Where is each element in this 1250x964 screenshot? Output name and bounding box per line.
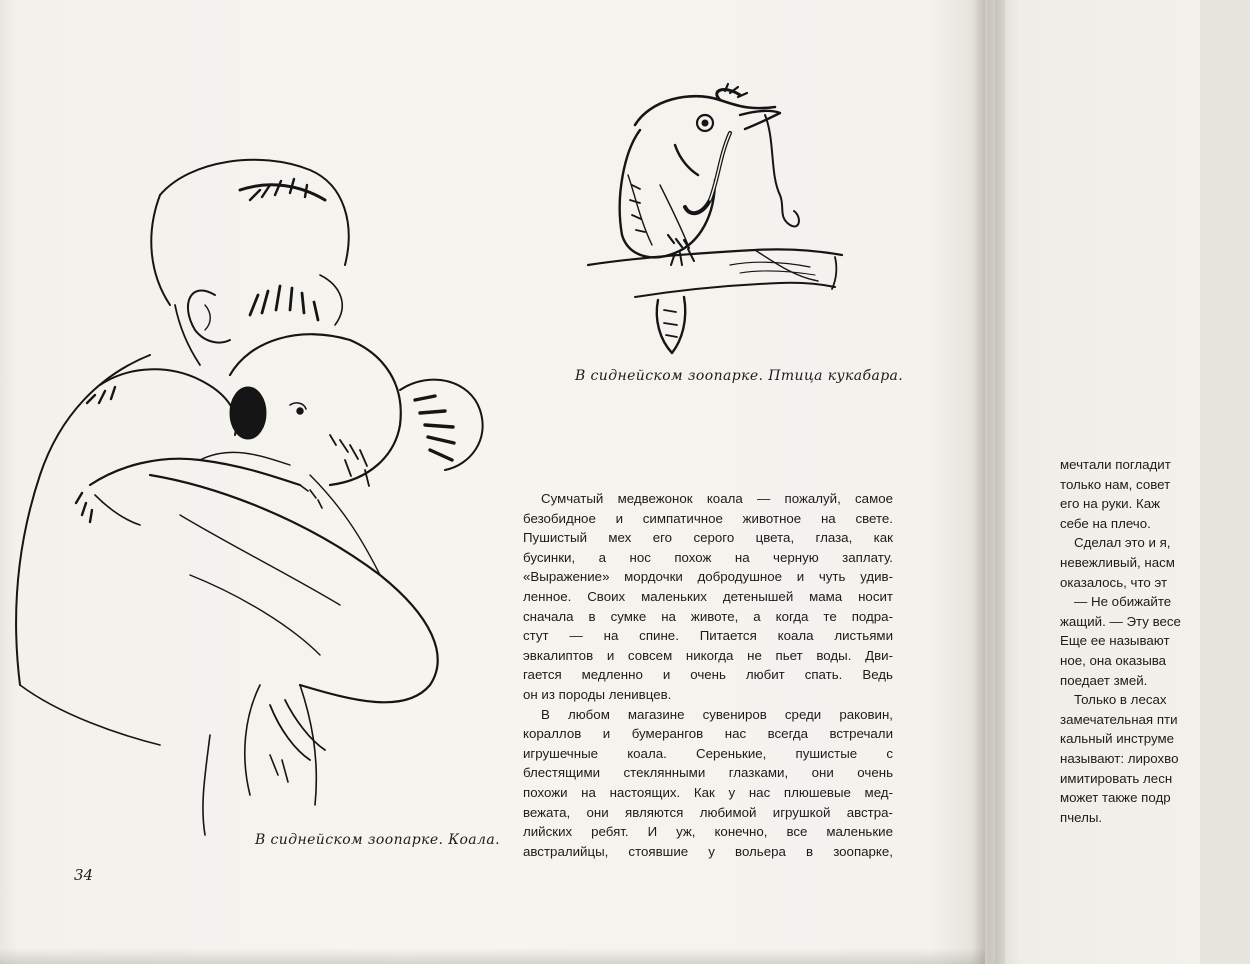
text-line: ное, она оказыва <box>1060 652 1167 668</box>
next-page-text <box>1060 455 1200 825</box>
text-line: гается медленно и очень любит спать. Ведь <box>523 667 893 683</box>
text-line: Еще ее называют <box>1060 633 1170 649</box>
text-line: В любом магазине сувениров среди раковин, <box>541 706 893 722</box>
koala-caption: В сиднейском зоопарке. Коала. <box>255 832 500 848</box>
text-line: кораллов и бумерангов нас всегда встречали <box>523 726 893 742</box>
text-line: вежата, они являются любимой игрушкой австра- <box>523 804 893 820</box>
text-line: оказалось, что эт <box>1060 574 1168 590</box>
book-gutter <box>970 0 1005 964</box>
text-line: мечтали погладит <box>1060 457 1171 472</box>
text-line: кальный инструме <box>1060 731 1175 747</box>
text-line: пчелы. <box>1060 809 1103 825</box>
paragraph-2 <box>523 705 893 862</box>
text-line: Пушистый мех его серого цвета, глаза, как <box>523 530 893 546</box>
text-line: — Не обижайте <box>1074 594 1172 610</box>
text-line: Только в лесах <box>1074 692 1167 708</box>
text-line: его на руки. Каж <box>1060 496 1161 512</box>
text-line: жащий. — Эту весе <box>1060 613 1181 629</box>
text-line: безобидное и симпатичное животное на свете. <box>523 510 893 526</box>
text-line: блестящими стеклянными глазками, они очень <box>523 765 893 781</box>
bird-caption: В сиднейском зоопарке. Птица кукабара. <box>575 368 904 384</box>
kookaburra-illustration <box>580 85 850 365</box>
text-line: Сделал это и я, <box>1074 535 1171 551</box>
text-line: поедает змей. <box>1060 672 1148 688</box>
text-line: похожи на настоящих. Как у нас плюшевые мед- <box>523 784 893 800</box>
text-line: стут — на спине. Питается коала листьями <box>523 628 893 644</box>
text-line: эвкалиптов и совсем никогда не пьет воды. Дви- <box>523 647 893 663</box>
text-line: он из породы ленивцев. <box>523 686 672 702</box>
page-number: 34 <box>74 866 94 884</box>
main-text-column <box>523 489 893 861</box>
text-line: замечательная пти <box>1060 711 1178 727</box>
text-line: называют: лирохво <box>1060 750 1179 766</box>
koala-illustration <box>0 155 500 845</box>
text-line: может также подр <box>1060 790 1171 806</box>
paragraph-1 <box>523 489 893 705</box>
text-line: имитировать лесн <box>1060 770 1173 786</box>
text-line: игрушечные коала. Серенькие, пушистые с <box>523 745 893 761</box>
text-line: только нам, совет <box>1060 476 1171 492</box>
page-bottom-shadow <box>0 948 985 964</box>
text-line: сначала в сумке на животе, а когда те подра- <box>523 608 893 624</box>
text-line: ленное. Своих маленьких детенышей мама носит <box>523 588 893 604</box>
text-line: лийских ребят. И уж, конечно, все маленькие <box>523 824 893 840</box>
text-line: австралийцы, стоявшие у вольера в зоопарке, <box>523 843 893 859</box>
text-line: себе на плечо. <box>1060 515 1151 531</box>
text-line: невежливый, насм <box>1060 554 1175 570</box>
text-line: «Выражение» мордочки добродушное и чуть удив- <box>523 569 893 585</box>
text-line: бусинки, а нос похож на черную заплату. <box>523 549 893 565</box>
text-line: Сумчатый медвежонок коала — пожалуй, самое <box>541 491 893 506</box>
